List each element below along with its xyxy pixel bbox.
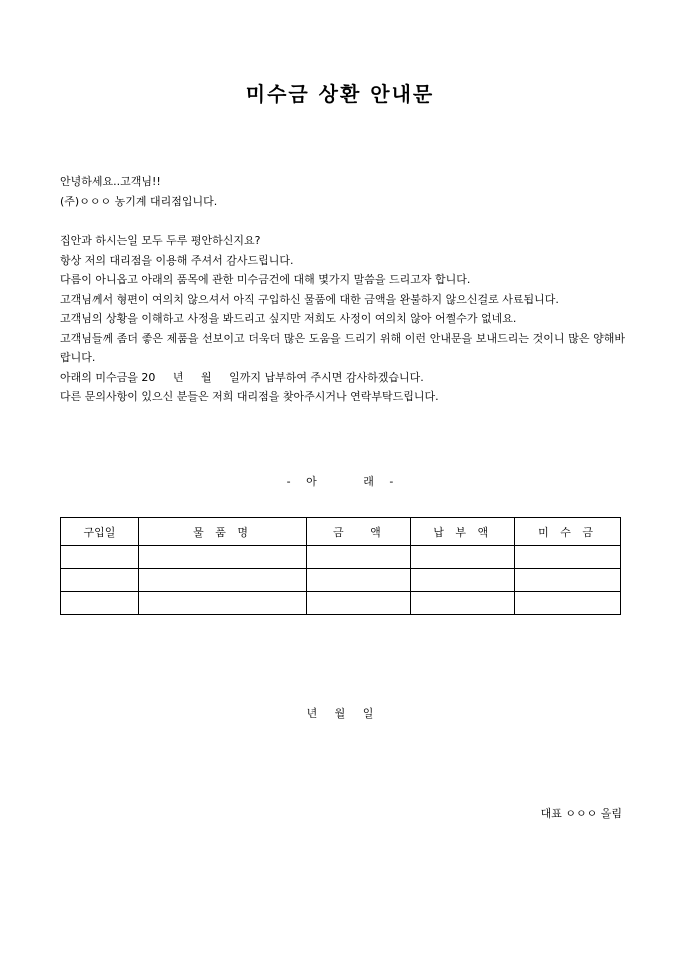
table-row: [61, 592, 621, 615]
table-cell[interactable]: [411, 592, 515, 615]
table-cell[interactable]: [515, 546, 621, 569]
date-line: 년 월 일: [306, 707, 374, 720]
greeting-block: [60, 172, 625, 211]
receivables-table: [60, 517, 621, 615]
table-row: [61, 569, 621, 592]
table-cell[interactable]: [61, 546, 139, 569]
table-cell[interactable]: [307, 592, 411, 615]
table-cell[interactable]: [61, 569, 139, 592]
greeting-line: (주)ㅇㅇㅇ 농기계 대리점입니다.: [60, 194, 218, 208]
table-header-row: [61, 518, 621, 546]
body-line: 항상 저의 대리점을 이용해 주셔서 감사드립니다.: [60, 253, 294, 267]
table-cell[interactable]: [307, 546, 411, 569]
body-line: 다른 문의사항이 있으신 분들은 저희 대리점을 찾아주시거나 연락부탁드립니다.: [60, 390, 439, 403]
table-cell[interactable]: [307, 569, 411, 592]
table-cell[interactable]: [515, 592, 621, 615]
body-line: 고객님의 상황을 이해하고 사정을 봐드리고 싶지만 저희도 사정이 여의치 않아 어쩔수가 없네요.: [60, 312, 517, 325]
section-label: - 아 래 -: [286, 475, 394, 488]
header-item-name: 물 품 명: [138, 518, 307, 546]
table-cell[interactable]: [138, 592, 307, 615]
body-text: [60, 231, 625, 407]
signature: 대표 ㅇㅇㅇ 올림: [540, 807, 622, 820]
table-cell[interactable]: [515, 569, 621, 592]
header-amount: 금 액: [307, 518, 411, 546]
greeting-line: 안녕하세요..고객님!!: [60, 175, 161, 188]
table-row: [61, 546, 621, 569]
body-line: 아래의 미수금을 20 년 월 일까지 납부하여 주시면 감사하겠습니다.: [60, 370, 424, 384]
body-line: 집안과 하시는일 모두 두루 평안하신지요?: [60, 234, 261, 247]
body-paragraph: 고객님께서 형편이 여의치 않으셔서 아직 구입하신 물품에 대한 금액을 완불하지 않으신걸로 사료됩니다.: [60, 292, 559, 306]
table-cell[interactable]: [138, 546, 307, 569]
table-cell[interactable]: [411, 569, 515, 592]
header-purchase-date: 구입일: [61, 518, 139, 546]
table-cell[interactable]: [138, 569, 307, 592]
body-paragraph: 고객님들께 좀더 좋은 제품을 선보이고 더욱더 많은 도움을 드리기 위해 이런 안내문을 보내드리는 것이니 많은 양해바랍니다.: [60, 331, 625, 364]
body-line: 다름이 아니옵고 아래의 품목에 관한 미수금건에 대해 몇가지 말씀을 드리고자 합니다.: [60, 273, 471, 286]
table-cell[interactable]: [411, 546, 515, 569]
header-outstanding: 미 수 금: [515, 518, 621, 546]
header-paid-amount: 납 부 액: [411, 518, 515, 546]
page-title: 미수금 상환 안내문: [245, 82, 435, 106]
table-cell[interactable]: [61, 592, 139, 615]
